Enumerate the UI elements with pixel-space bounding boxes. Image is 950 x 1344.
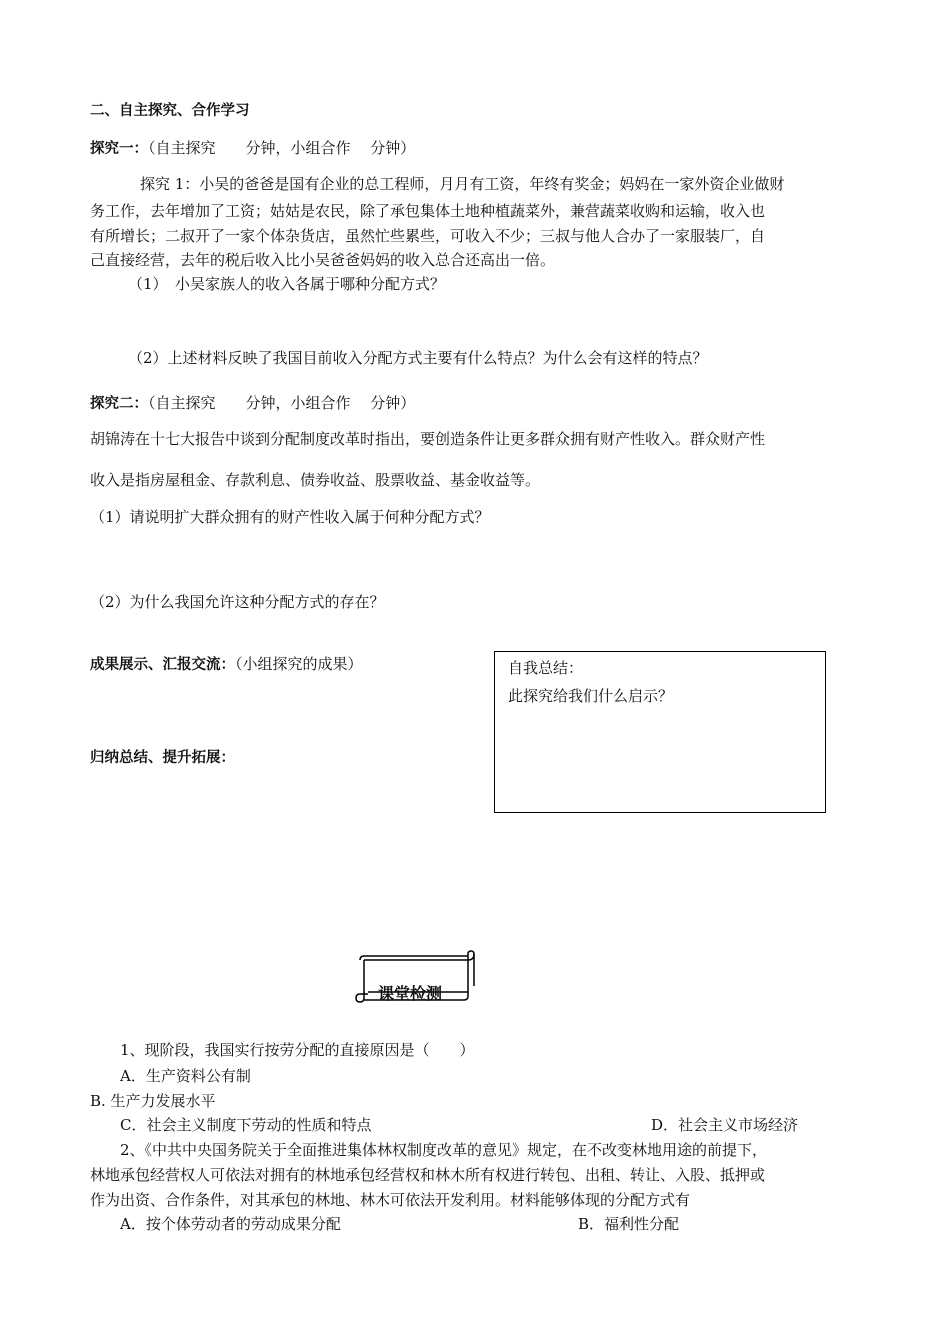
inquiry1-material-line: 有所增长；二叔开了一家个体杂货店，虽然忙些累些，可收入不少；三叔与他人合办了一家服装厂，自 xyxy=(90,227,766,245)
self-summary-title: 自我总结： xyxy=(508,659,584,677)
question2-option-a: A．按个体劳动者的劳动成果分配 xyxy=(120,1215,341,1233)
inquiry2-material-line: 收入是指房屋租金、存款利息、债券收益、股票收益、基金收益等。 xyxy=(90,471,541,489)
section-heading: 二、自主探究、合作学习 xyxy=(90,103,250,119)
question2-line: 作为出资、合作条件，对其承包的林地、林木可依法开发利用。材料能够体现的分配方式有 xyxy=(90,1191,691,1209)
inquiry2-timing: （自主探究 分钟，小组合作 分钟） xyxy=(148,394,416,412)
question2-option-b: B．福利性分配 xyxy=(578,1215,680,1233)
question1-option-b: B. 生产力发展水平 xyxy=(90,1092,216,1110)
inquiry2-question2: （2）为什么我国允许这种分配方式的存在？ xyxy=(90,593,385,611)
inquiry1-question1: （1） 小吴家族人的收入各属于哪种分配方式？ xyxy=(128,275,446,293)
self-summary-prompt: 此探究给我们什么启示？ xyxy=(508,687,674,705)
inquiry1-question2: （2）上述材料反映了我国目前收入分配方式主要有什么特点？为什么会有这样的特点？ xyxy=(128,349,708,367)
question1-stem: 1、现阶段，我国实行按劳分配的直接原因是（ ） xyxy=(120,1041,475,1059)
question1-option-c: C．社会主义制度下劳动的性质和特点 xyxy=(120,1116,372,1134)
class-test-banner: 课堂检测 xyxy=(378,984,443,1003)
self-summary-box xyxy=(494,651,826,813)
inquiry1-timing: （自主探究 分钟，小组合作 分钟） xyxy=(148,139,416,157)
inquiry2-question1: （1）请说明扩大群众拥有的财产性收入属于何种分配方式？ xyxy=(90,508,490,526)
results-label: 成果展示、汇报交流： xyxy=(90,657,235,673)
summary-label: 归纳总结、提升拓展： xyxy=(90,750,235,766)
inquiry1-material-line: 探究 1：小吴的爸爸是国有企业的总工程师，月月有工资，年终有奖金；妈妈在一家外资企业做财 xyxy=(140,175,785,193)
inquiry1-header xyxy=(90,138,415,159)
inquiry1-label: 探究一： xyxy=(90,141,148,157)
inquiry1-material-line: 己直接经营，去年的税后收入比小吴爸爸妈妈的收入总合还高出一倍。 xyxy=(90,251,556,269)
question1-option-a: A．生产资料公有制 xyxy=(120,1067,251,1085)
results-note: （小组探究的成果） xyxy=(235,655,363,673)
inquiry1-material-line: 务工作，去年增加了工资；姑姑是农民，除了承包集体土地种植蔬菜外，兼营蔬菜收购和运输，收入也 xyxy=(90,202,766,220)
inquiry2-material-line: 胡锦涛在十七大报告中谈到分配制度改革时指出，要创造条件让更多群众拥有财产性收入。群众财产性 xyxy=(90,430,766,448)
inquiry2-label: 探究二： xyxy=(90,396,148,412)
inquiry2-header xyxy=(90,393,415,414)
question2-line: 2、《中共中央国务院关于全面推进集体林权制度改革的意见》规定，在不改变林地用途的前提下， xyxy=(120,1141,768,1159)
question2-line: 林地承包经营权人可依法对拥有的林地承包经营权和林木所有权进行转包、出租、转让、入股、抵押或 xyxy=(90,1166,766,1184)
question1-option-d: D．社会主义市场经济 xyxy=(651,1116,799,1134)
results-header xyxy=(90,654,363,675)
